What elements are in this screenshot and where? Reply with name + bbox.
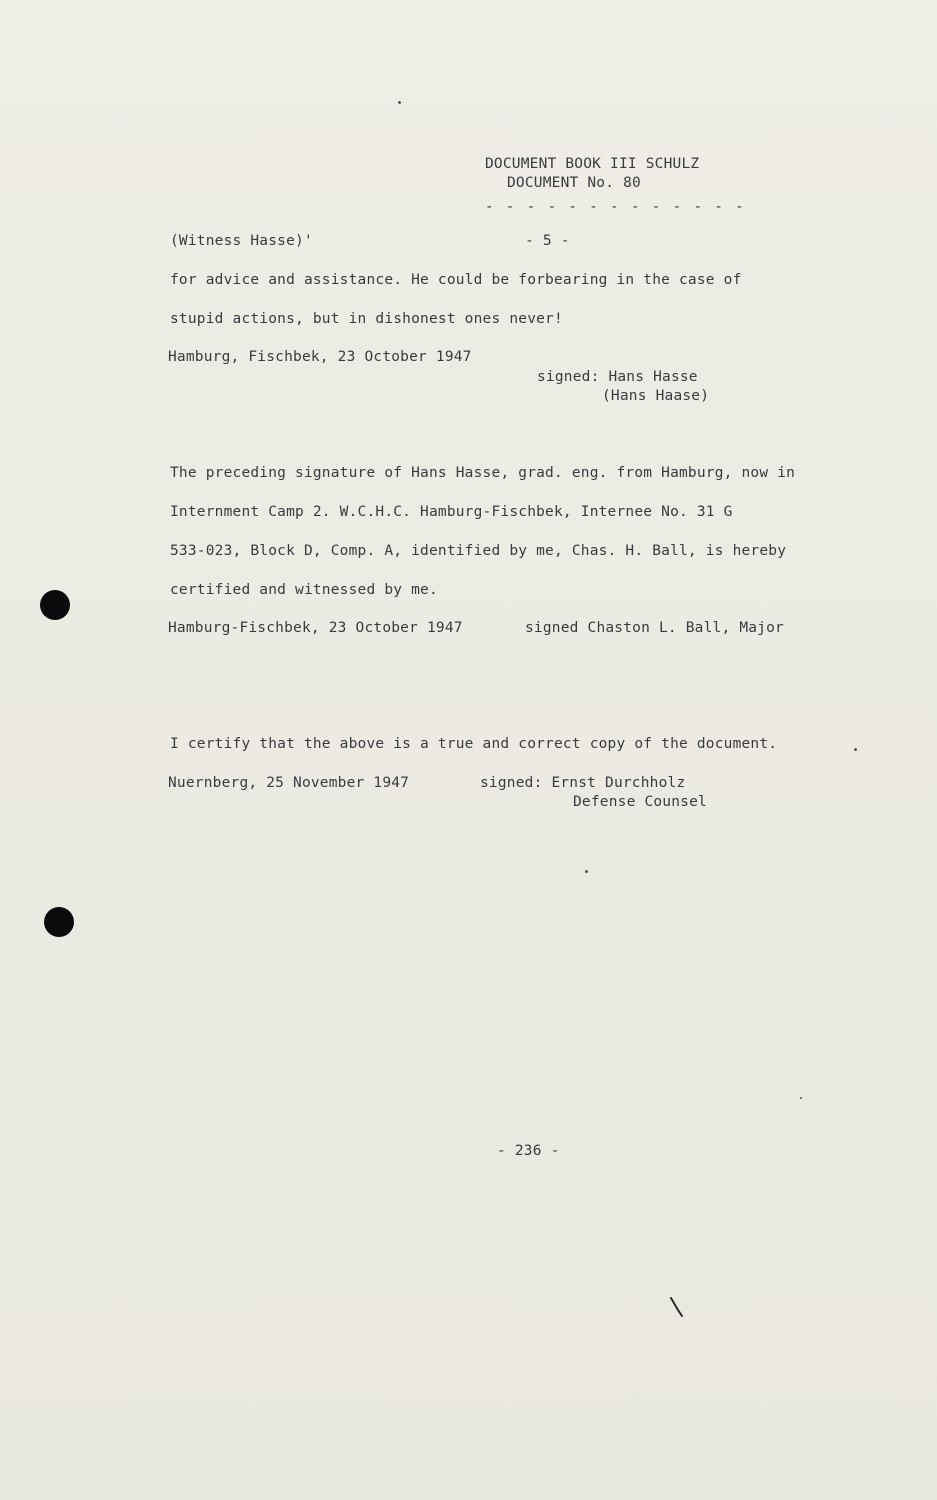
copy-certification-signature: signed: Ernst Durchholz — [480, 775, 686, 791]
punch-hole-bottom — [44, 907, 74, 937]
paper-speck — [800, 1097, 802, 1099]
body-signature-name: (Hans Haase) — [602, 388, 710, 404]
page-number: - 236 - — [497, 1143, 560, 1159]
certification-place-date: Hamburg-Fischbek, 23 October 1947 — [168, 620, 463, 636]
copy-certification-title: Defense Counsel — [573, 794, 707, 810]
witness-label: (Witness Hasse)' — [170, 233, 313, 249]
paper-speck — [854, 748, 857, 751]
certification-line-2: Internment Camp 2. W.C.H.C. Hamburg-Fischbek, Internee No. 31 G — [170, 504, 733, 520]
body-line-2: stupid actions, but in dishonest ones never! — [170, 311, 563, 327]
certification-line-4: certified and witnessed by me. — [170, 582, 438, 598]
body-line-1: for advice and assistance. He could be forbearing in the case of — [170, 272, 742, 288]
section-page-marker: - 5 - — [525, 233, 570, 249]
document-number: DOCUMENT No. 80 — [507, 175, 641, 191]
pencil-tick-mark — [668, 1296, 688, 1320]
paper-speck — [398, 101, 401, 104]
document-book-header: DOCUMENT BOOK III SCHULZ — [485, 156, 700, 172]
punch-hole-top — [40, 590, 70, 620]
body-signature: signed: Hans Hasse — [537, 369, 698, 385]
certification-signature: signed Chaston L. Ball, Major — [525, 620, 784, 636]
body-place-date: Hamburg, Fischbek, 23 October 1947 — [168, 349, 472, 365]
copy-certification-place-date: Nuernberg, 25 November 1947 — [168, 775, 410, 791]
copy-certification-line: I certify that the above is a true and correct copy of the document. — [170, 736, 778, 752]
header-separator: - - - - - - - - - - - - - — [485, 199, 746, 215]
certification-line-1: The preceding signature of Hans Hasse, grad. eng. from Hamburg, now in — [170, 465, 796, 481]
certification-line-3: 533-023, Block D, Comp. A, identified by me, Chas. H. Ball, is hereby — [170, 543, 787, 559]
paper-speck — [585, 870, 588, 873]
